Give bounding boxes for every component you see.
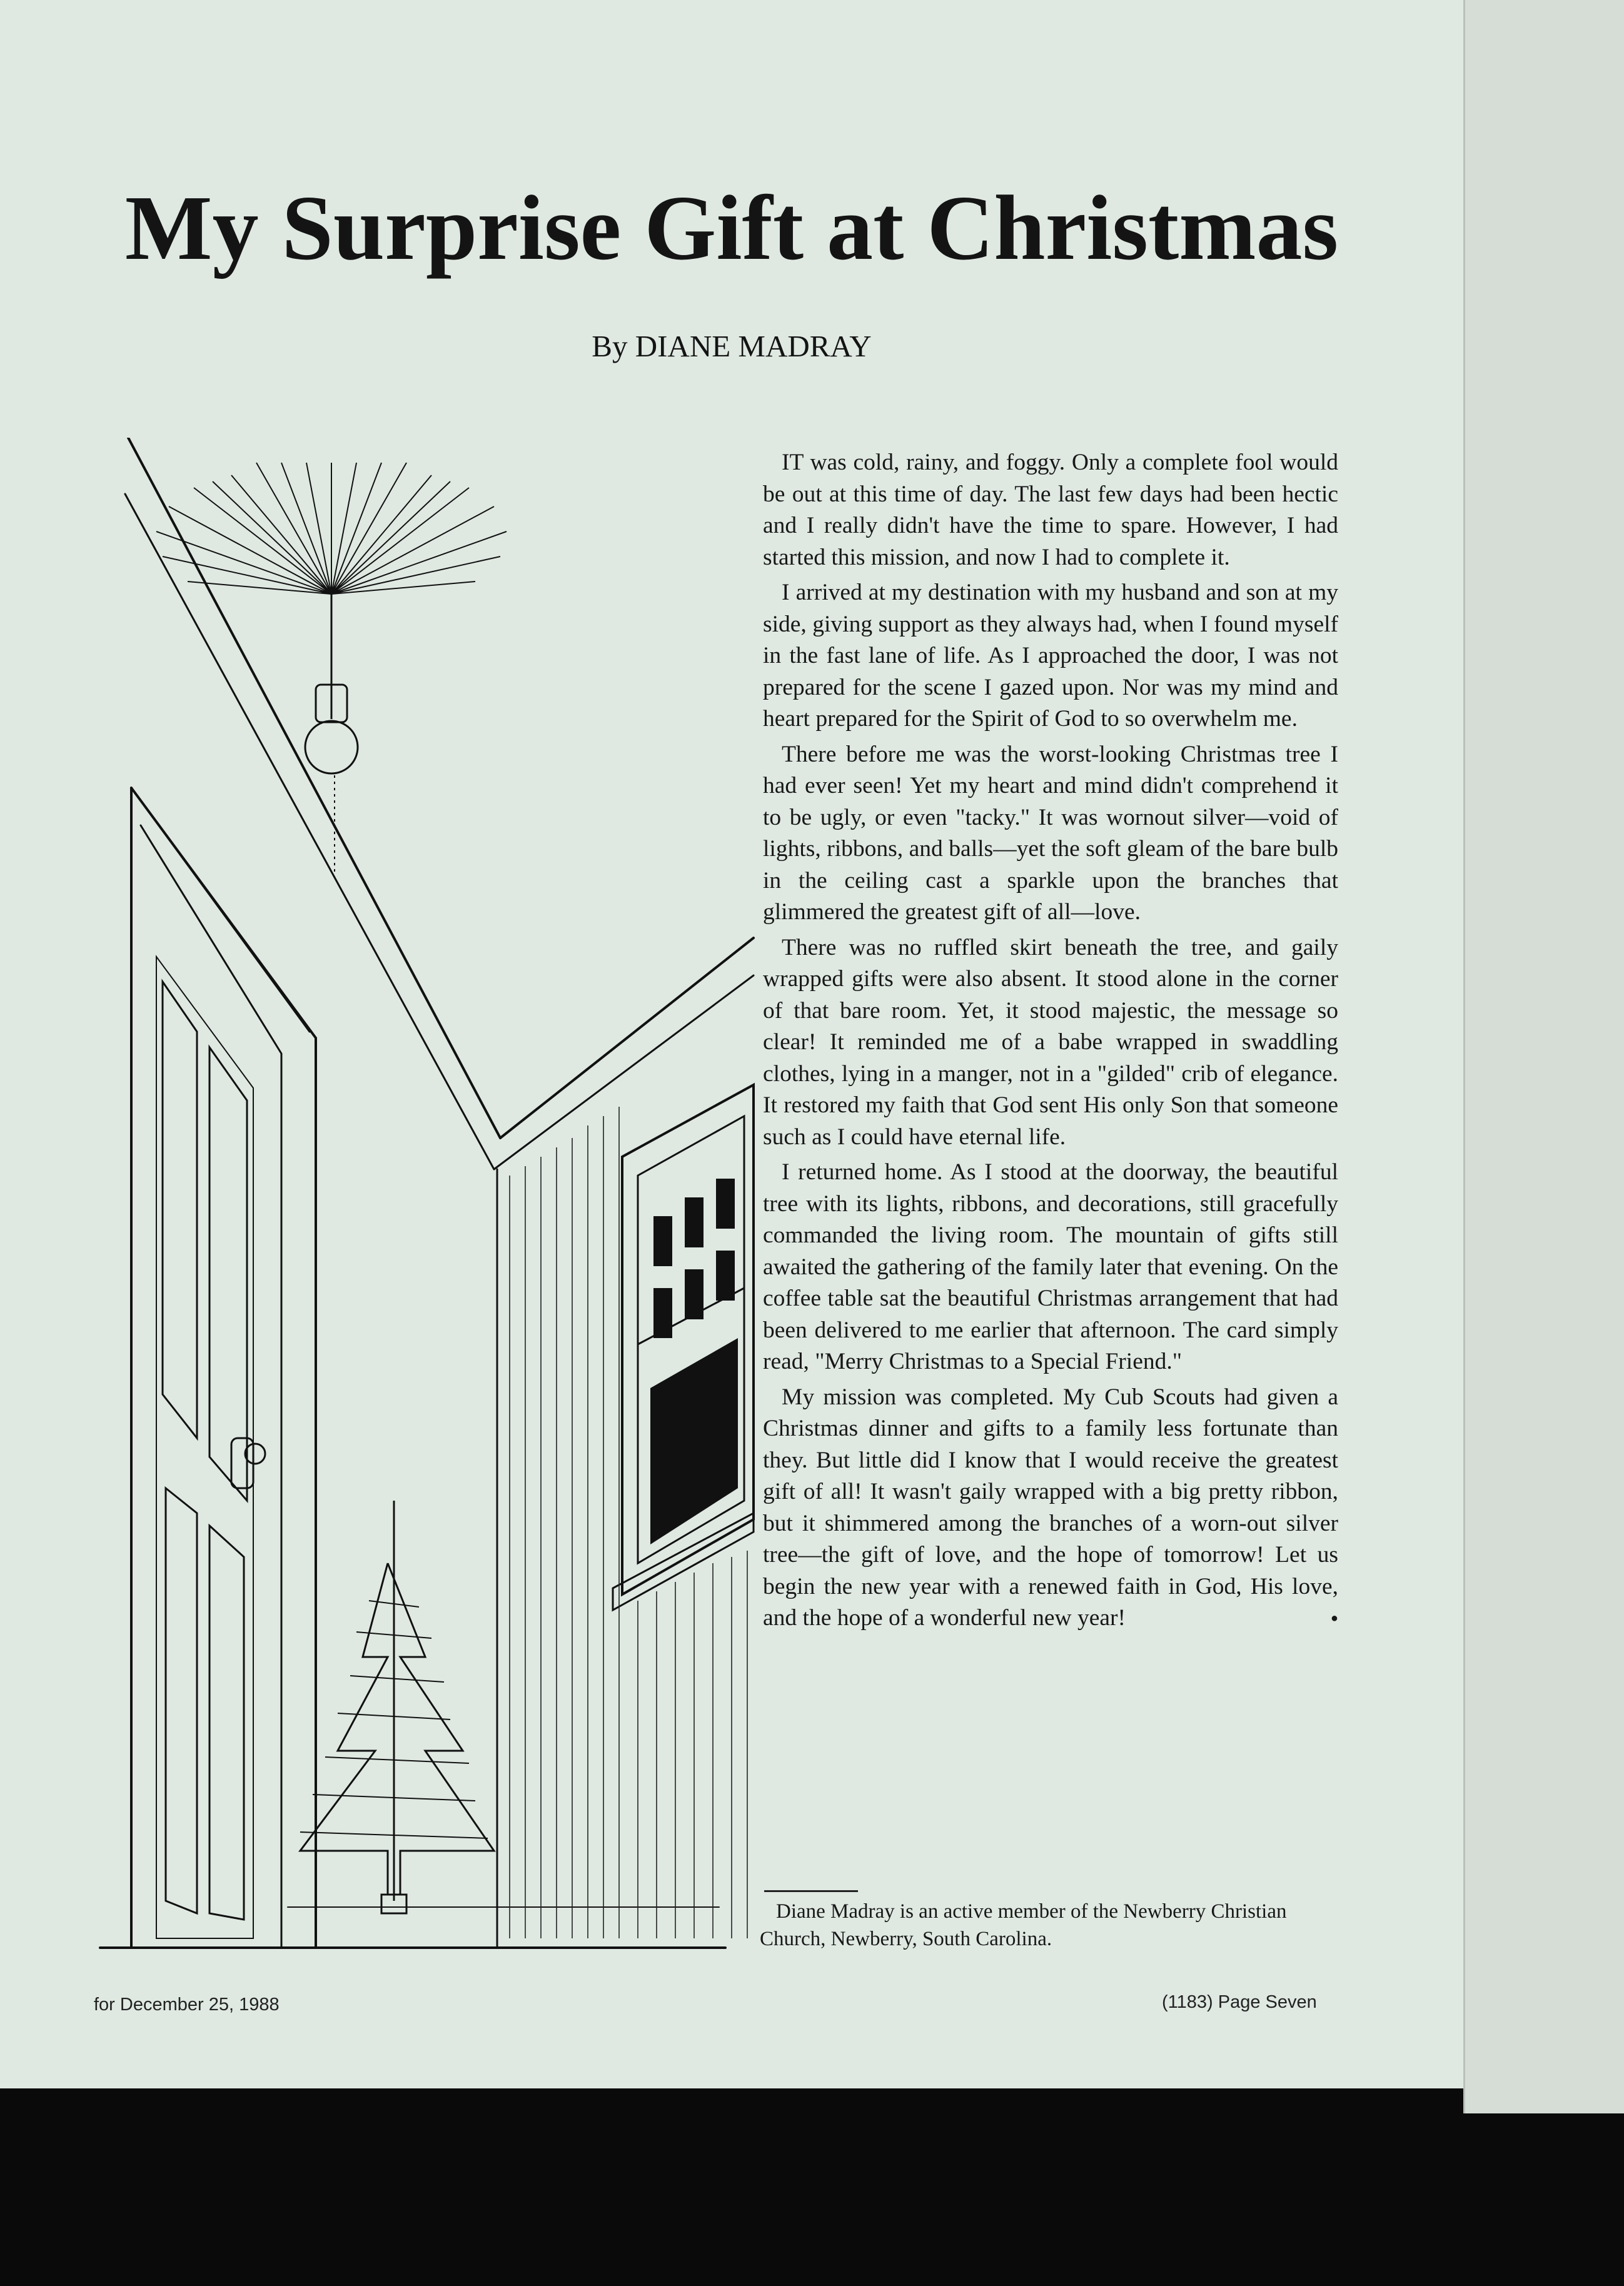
issue-date: for December 25, 1988 — [94, 1995, 280, 2015]
page-number: (1183) Page Seven — [1162, 1992, 1317, 2012]
body-paragraph: My mission was completed. My Cub Scouts had given a Christmas dinner and gifts to a family less fortunate than they. But little did I know that I would receive the greatest gift of all! It wasn't gaily wrapped with a big pretty ribbon, but it shimmered among the branches of a worn-out silver tree—the gift of love, and the hope of tomorrow! Let us begin the new year with a renewed faith in God, His love, and the hope of a wonderful new year! ● — [763, 1382, 1338, 1634]
body-paragraph: I returned home. As I stood at the doorway, the beautiful tree with its lights, ribbons, and decorations, still gracefully commanded the living room. The mountain of gifts still awaited the gathering of the family later that evening. On the coffee table sat the beautiful Christmas arrangement that had been delivered to me earlier that afternoon. The card simply read, "Merry Christmas to a Special Friend." — [763, 1159, 1338, 1374]
body-paragraph: I arrived at my destination with my husband and son at my side, giving support as they always had, when I found myself in the fast lane of life. As I approached the door, I was not prepared for the scene I gazed upon. Nor was my mind and heart prepared for the Spirit of God to so overwhelm me. — [763, 580, 1338, 732]
article-title: My Surprise Gift at Christmas — [124, 177, 1339, 279]
article-body — [763, 447, 1338, 1638]
room-illustration — [94, 438, 757, 1963]
body-paragraph: There was no ruffled skirt beneath the tree, and gaily wrapped gifts were also absent. It stood alone in the corner of that bare room. Yet, it stood majestic, the message so clear! It reminded me of a babe wrapped in swaddling clothes, lying in a manger, not in a "gilded" crib of elegance. It restored my faith that God sent His only Son that someone such as I could have eternal life. — [763, 934, 1338, 1150]
adjacent-page-edge — [1463, 0, 1624, 2113]
body-paragraph: There before me was the worst-looking Christmas tree I had ever seen! Yet my heart and mind didn't comprehend it to be ugly, or even "tacky." It was wornout silver—void of lights, ribbons, and balls—yet the soft gleam of the bare bulb in the ceiling cast a sparkle upon the branches that glimmered the greatest gift of all—love. — [763, 741, 1338, 925]
article-byline: By DIANE MADRAY — [592, 329, 872, 363]
author-note: Diane Madray is an active member of the Newberry Christian Church, Newberry, South Carolina. — [760, 1900, 1287, 1950]
footnote-divider — [764, 1890, 858, 1892]
body-paragraph: IT was cold, rainy, and foggy. Only a complete fool would be out at this time of day. The last few days had been hectic and I really didn't have the time to spare. However, I had started this mission, and now I had to complete it. — [763, 450, 1338, 570]
